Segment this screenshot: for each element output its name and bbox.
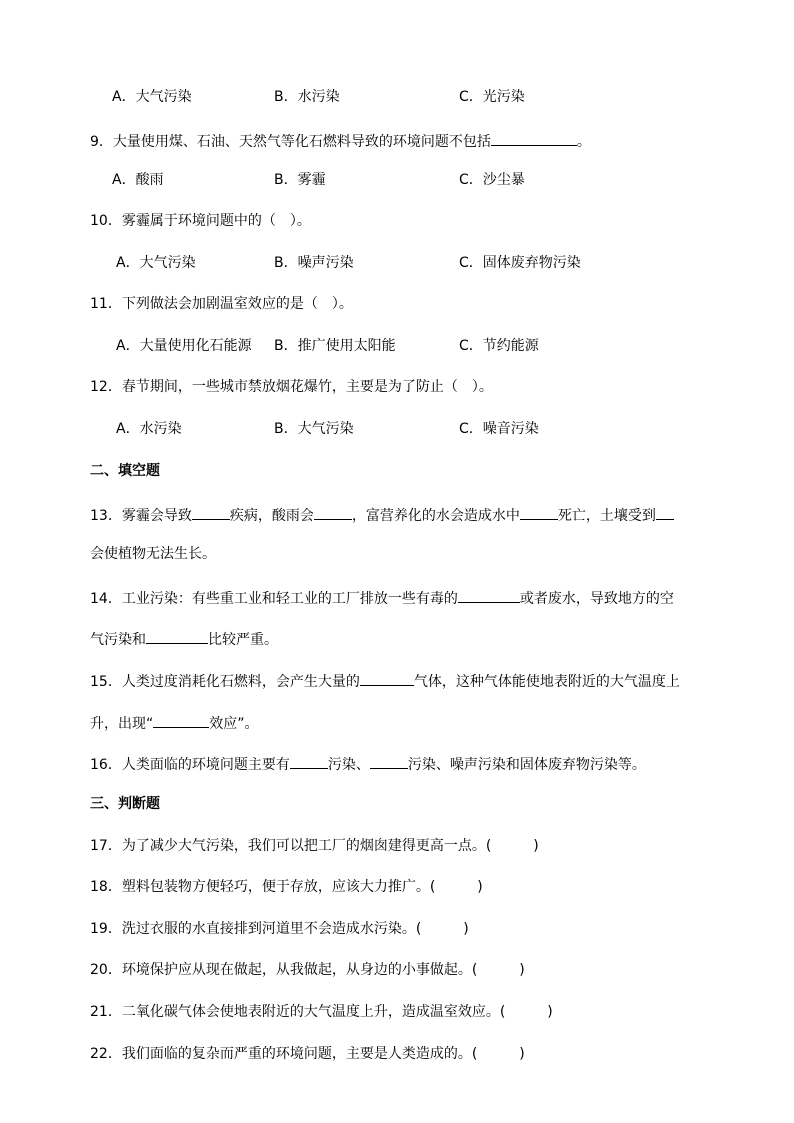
question-15	[90, 669, 680, 692]
q15-blank-2[interactable]	[153, 711, 209, 728]
q13-blank-1[interactable]	[192, 503, 230, 520]
question-10: 10．雾霾属于环境问题中的（ ）。	[90, 213, 311, 229]
q16-text-3: 污染、噪声污染和固体废弃物污染等。	[407, 757, 646, 773]
q16-text-2: 污染、	[327, 757, 370, 773]
q13-blank-2[interactable]	[314, 503, 352, 520]
question-18: 18．塑料包装物方便轻巧，便于存放，应该大力推广。( )	[90, 879, 483, 895]
q13-blank-3[interactable]	[520, 503, 558, 520]
q8-option-c: C．光污染	[459, 89, 525, 105]
q10-option-b: B．噪声污染	[274, 255, 354, 271]
q15-text-3: 升，出现“	[90, 716, 154, 732]
q13-text-2: 疾病，酸雨会	[229, 508, 314, 524]
q12-option-a: A．水污染	[116, 421, 182, 437]
question-20: 20．环境保护应从现在做起，从我做起，从身边的小事做起。( )	[90, 962, 525, 978]
q14-text-4: 比较严重。	[208, 632, 278, 648]
q8-option-a: A．大气污染	[112, 89, 192, 105]
q15-text-4: 效应”。	[209, 716, 259, 732]
question-16	[90, 752, 646, 775]
q9-end: 。	[576, 134, 591, 150]
q9-option-c: C．沙尘暴	[459, 172, 525, 188]
question-21: 21．二氧化碳气体会使地表附近的大气温度上升，造成温室效应。( )	[90, 1004, 553, 1020]
q11-option-c: C．节约能源	[459, 338, 539, 354]
q13-text-3: ，富营养化的水会造成水中	[351, 508, 520, 524]
q14-text-2: 或者废水，导致地方的空	[519, 591, 674, 607]
question-22: 22．我们面临的复杂而严重的环境问题，主要是人类造成的。( )	[90, 1046, 525, 1062]
question-19: 19．洗过衣服的水直接排到河道里不会造成水污染。( )	[90, 921, 469, 937]
question-11: 11．下列做法会加剧温室效应的是（ ）。	[90, 296, 353, 312]
q15-text-1: 15．人类过度消耗化石燃料，会产生大量的	[90, 674, 360, 690]
q8-option-b: B．水污染	[274, 89, 340, 105]
q9-option-b: B．雾霾	[274, 172, 326, 188]
q15-text-2: 气体，这种气体能使地表附近的大气温度上	[413, 674, 680, 690]
q13-blank-4[interactable]	[656, 503, 674, 520]
q13-text-4: 死亡，土壤受到	[557, 508, 656, 524]
question-9	[90, 129, 591, 152]
question-13	[90, 503, 674, 526]
question-14	[90, 586, 674, 609]
q14-text-1: 14．工业污染：有些重工业和轻工业的工厂排放一些有毒的	[90, 591, 458, 607]
section-true-false-heading: 三、判断题	[90, 796, 160, 812]
q16-blank-1[interactable]	[290, 752, 328, 769]
question-13-line-2: 会使植物无法生长。	[90, 546, 216, 562]
q16-text-1: 16．人类面临的环境问题主要有	[90, 757, 290, 773]
question-14-line-2	[90, 627, 278, 650]
q9-blank[interactable]	[491, 129, 577, 146]
question-12: 12．春节期间，一些城市禁放烟花爆竹，主要是为了防止（ ）。	[90, 379, 493, 395]
q11-option-a: A．大量使用化石能源	[116, 338, 252, 354]
q11-option-b: B．推广使用太阳能	[274, 338, 396, 354]
q9-text: 9．大量使用煤、石油、天然气等化石燃料导致的环境问题不包括	[90, 134, 491, 150]
q10-option-a: A．大气污染	[116, 255, 196, 271]
section-fill-in-blank-heading: 二、填空题	[90, 463, 160, 479]
q13-text-1: 13．雾霾会导致	[90, 508, 192, 524]
q14-blank-1[interactable]	[458, 586, 520, 603]
q12-option-b: B．大气污染	[274, 421, 354, 437]
q14-text-3: 气污染和	[90, 632, 146, 648]
q9-option-a: A．酸雨	[112, 172, 164, 188]
q15-blank-1[interactable]	[360, 669, 414, 686]
q14-blank-2[interactable]	[146, 627, 208, 644]
q16-blank-2[interactable]	[370, 752, 408, 769]
q10-option-c: C．固体废弃物污染	[459, 255, 581, 271]
question-15-line-2	[90, 711, 259, 734]
q12-option-c: C．噪音污染	[459, 421, 539, 437]
question-17: 17．为了减少大气污染，我们可以把工厂的烟囱建得更高一点。( )	[90, 838, 539, 854]
